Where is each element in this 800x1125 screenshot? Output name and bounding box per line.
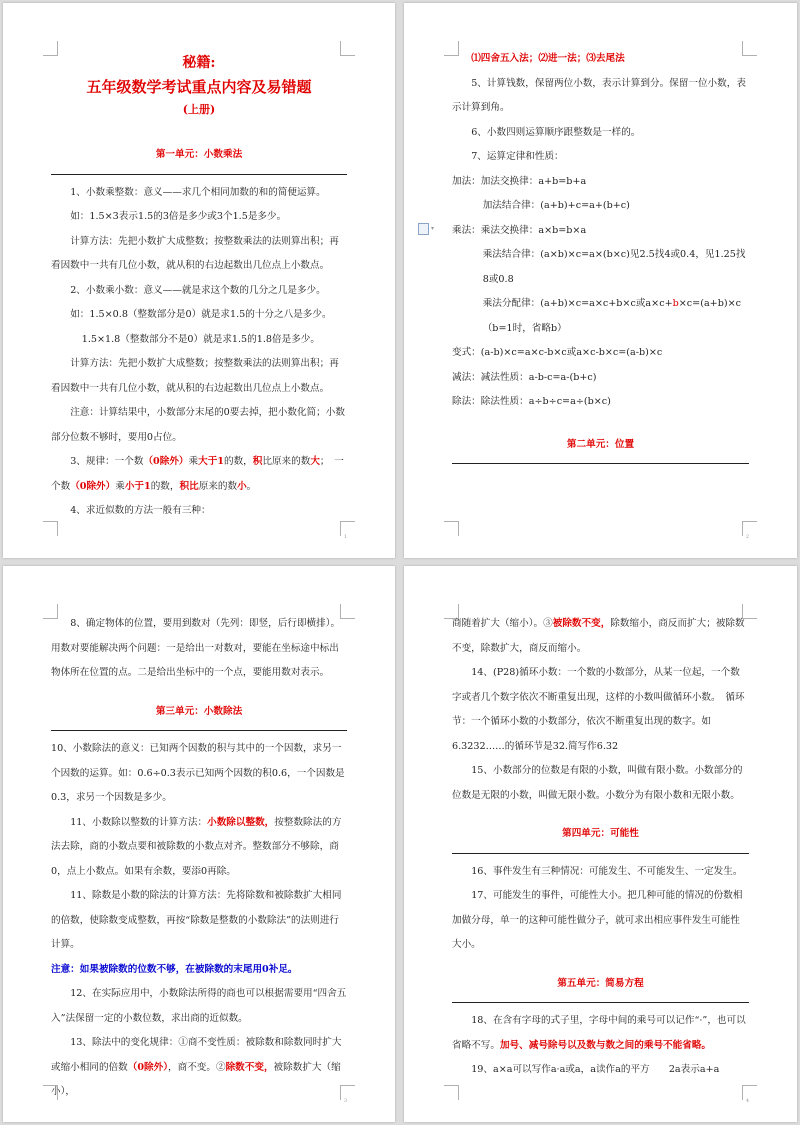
text-run: ； 一个数 bbox=[51, 456, 344, 492]
section-heading-1: 第一单元：小数乘法 bbox=[155, 149, 243, 160]
paragraph: 减法：减法性质：a-b-c=a-(b+c) bbox=[452, 371, 597, 383]
text-run: 。 bbox=[246, 480, 257, 492]
document-page-3 bbox=[3, 566, 395, 1122]
highlight-text: 小数除以整数， bbox=[207, 816, 275, 828]
title-line-3: (上册) bbox=[182, 103, 216, 116]
paragraph: 计算方法：先把小数扩大成整数；按整数乘法的法则算出积；再看因数中一共有几位小数，就从积的右边起数出几位点上小数点。 bbox=[51, 358, 339, 394]
document-title bbox=[51, 51, 347, 121]
paragraph bbox=[51, 811, 347, 885]
paragraph: 计算方法：先把小数扩大成整数；按整数乘法的法则算出积；再看因数中一共有几位小数，就从积的右边起数出几位点上小数点。 bbox=[51, 235, 339, 271]
paragraph: 4、求近似数的方法一般有三种： bbox=[70, 505, 211, 516]
paragraph: 15、小数部分的位数是有限的小数，叫做有限小数。小数部分的位数是无限的小数，叫做无限小数。小数分为有限小数和无限小数。 bbox=[452, 765, 743, 801]
paragraph: ⑴四舍五入法；⑵进一法；⑶去尾法 bbox=[471, 53, 625, 64]
paragraph: 加法：加法交换律：a+b=b+a bbox=[452, 175, 587, 187]
document-page-2 bbox=[404, 3, 797, 558]
paragraph: 19、a×a可以写作a·a或a，a读作a的平方 2a表示a+a bbox=[471, 1064, 720, 1075]
highlight-text: （0除外） bbox=[143, 456, 189, 467]
paragraph: 乘法：乘法交换律：a×b=b×a bbox=[452, 224, 587, 236]
highlight-text: （0除外） bbox=[127, 1061, 169, 1073]
paragraph: 变式：(a-b)×c=a×c-b×c或a×c-b×c=(a-b)×c bbox=[452, 347, 663, 358]
crop-mark bbox=[444, 1085, 459, 1100]
text-run: 11、小数除以整数的计算方法： bbox=[70, 816, 208, 828]
text-run: 乘 bbox=[115, 480, 125, 492]
paragraph: 7、运算定律和性质： bbox=[471, 151, 564, 162]
section-divider bbox=[51, 730, 347, 731]
comment-icon[interactable] bbox=[418, 223, 429, 235]
text-run: 13、除法中的变化规律：①商不变性质：被除数和除数同时扩大或缩小相同的倍数 bbox=[51, 1037, 342, 1073]
paragraph: 加法结合律：(a+b)+c=a+(b+c) bbox=[482, 200, 630, 211]
text-run: 的数， bbox=[150, 480, 180, 492]
paragraph: 1.5×1.8（整数部分不是0）就是求1.5的1.8倍是多少。 bbox=[81, 333, 320, 345]
highlight-text: b bbox=[672, 298, 679, 309]
paragraph bbox=[452, 292, 749, 341]
paragraph bbox=[452, 612, 749, 661]
section-divider bbox=[51, 174, 347, 175]
text-run: 原来的数 bbox=[198, 480, 238, 492]
paragraph: 注意：计算结果中，小数部分末尾的0要去掉，把小数化简；小数部分位数不够时，要用0占位。 bbox=[51, 407, 345, 443]
section-divider bbox=[452, 853, 749, 854]
section-divider bbox=[452, 1002, 749, 1003]
document-page-1 bbox=[3, 3, 395, 558]
text-run: ，商不变。② bbox=[168, 1061, 226, 1073]
title-line-2: 五年级数学考试重点内容及易错题 bbox=[86, 78, 312, 96]
text-run: 商随着扩大（缩小）。③ bbox=[452, 618, 553, 629]
paragraph bbox=[452, 1009, 749, 1058]
crop-mark bbox=[742, 521, 757, 536]
paragraph: 14、(P28)循环小数：一个数的小数部分，从某一位起，一个数字或者几个数字依次不断重复出现，这样的小数叫做循环小数。 循环节：一个循环小数的小数部分，依次不断重复出现的数字。如6.3232……的循环节是32.简写作6.32 bbox=[452, 667, 745, 752]
text-run: 的数， bbox=[223, 456, 253, 467]
highlight-text: 大 bbox=[310, 456, 320, 467]
section-divider bbox=[452, 463, 749, 464]
page-number: 4 bbox=[745, 1098, 749, 1104]
paragraph: 10、小数除法的意义：已知两个因数的积与其中的一个因数，求另一个因数的运算。如：0.6÷0.3表示已知两个因数的积0.6，一个因数是0.3，求另一个因数是多少。 bbox=[51, 743, 345, 803]
highlight-text: （0除外） bbox=[70, 480, 116, 492]
highlight-text: 被除数不变， bbox=[552, 618, 611, 629]
section-heading-2: 第二单元：位置 bbox=[566, 438, 635, 450]
highlight-text: 小于1 bbox=[124, 480, 151, 492]
crop-mark bbox=[742, 1085, 757, 1100]
paragraph: 2、小数乘小数：意义——就是求这个数的几分之几是多少。 bbox=[70, 284, 326, 296]
section-heading-5: 第五单元：简易方程 bbox=[557, 977, 644, 989]
crop-mark bbox=[444, 521, 459, 536]
text-run: 3、规律：一个数 bbox=[70, 456, 144, 467]
highlight-text: 积 bbox=[252, 456, 263, 467]
paragraph: 1、小数乘整数：意义——求几个相同加数的和的简便运算。 bbox=[70, 186, 326, 198]
page-number: 3 bbox=[343, 1098, 347, 1104]
section-heading-4: 第四单元：可能性 bbox=[562, 828, 639, 839]
paragraph: 乘法结合律：(a×b)×c=a×(b×c)见2.5找4或0.4，见1.25找8或0.8 bbox=[482, 249, 746, 285]
note-paragraph: 注意：如果被除数的位数不够，在被除数的末尾用0补足。 bbox=[51, 963, 298, 975]
document-page-4 bbox=[404, 566, 797, 1122]
paragraph: 17、可能发生的事件，可能性大小。把几种可能的情况的份数相加做分母，单一的这种可能性做分子，就可求出相应事件发生可能性大小。 bbox=[452, 890, 743, 950]
highlight-text: 小 bbox=[237, 480, 247, 492]
page-number: 2 bbox=[745, 534, 749, 540]
paragraph: 12、在实际应用中，小数除法所得的商也可以根据需要用“四舍五入”法保留一定的小数位数，求出商的近似数。 bbox=[51, 988, 347, 1024]
highlight-text: 积比 bbox=[179, 480, 199, 492]
paragraph: 8、确定物体的位置，要用到数对（先列：即竖，后行即横排）。用数对要能解决两个问题：一是给出一对数对，要能在坐标途中标出物体所在位置的点。二是给出坐标中的一个点，要能用数对表示。 bbox=[51, 618, 341, 678]
page-number: 1 bbox=[343, 534, 347, 540]
paragraph: 6、小数四则运算顺序跟整数是一样的。 bbox=[471, 126, 641, 138]
section-heading-3: 第三单元：小数除法 bbox=[155, 705, 243, 717]
paragraph: 除法：除法性质：a÷b÷c=a÷(b×c) bbox=[452, 396, 611, 407]
text-run: 除数缩小，商反而扩大；被除数不变，除数扩大，商反而缩小。 bbox=[452, 618, 745, 654]
paragraph: 11、除数是小数的除法的计算方法：先将除数和被除数扩大相同的倍数，使除数变成整数，再按“除数是整数的小数除法”的法则进行计算。 bbox=[51, 890, 342, 950]
highlight-text: 大于1 bbox=[198, 456, 224, 467]
text-run: 18、在含有字母的式子里，字母中间的乘号可以记作“·”，也可以省略不写。 bbox=[452, 1015, 746, 1051]
highlight-text: 加号、减号除号以及数与数之间的乘号不能省略。 bbox=[499, 1039, 712, 1051]
text-run: 比原来的数 bbox=[262, 456, 311, 467]
title-line-1: 秘籍: bbox=[182, 55, 216, 71]
text-run: 被除数扩大（缩小）， bbox=[51, 1061, 341, 1097]
paragraph: 如：1.5×3表示1.5的3倍是多少或3个1.5是多少。 bbox=[70, 211, 287, 222]
text-run: 乘法分配律：(a+b)×c=a×c+b×c或a×c+ bbox=[482, 298, 673, 309]
paragraph: 16、事件发生有三种情况：可能发生、不可能发生、一定发生。 bbox=[471, 865, 743, 877]
text-run: 乘 bbox=[188, 456, 199, 467]
paragraph: 5、计算钱数，保留两位小数，表示计算到分。保留一位小数，表示计算到角。 bbox=[452, 77, 746, 113]
highlight-text: 除数不变， bbox=[225, 1061, 274, 1073]
rule-paragraph bbox=[51, 450, 347, 499]
paragraph: 如：1.5×0.8（整数部分是0）就是求1.5的十分之八是多少。 bbox=[70, 309, 332, 320]
text-run: ×c=(a+b)×c（b=1时，省略b） bbox=[482, 298, 742, 334]
text-run: 按整数除法的方法去除，商的小数点要和被除数的小数点对齐。整数部分不够除，商0，点上小数点。如果有余数，要添0再除。 bbox=[51, 816, 342, 877]
paragraph bbox=[51, 1031, 347, 1105]
